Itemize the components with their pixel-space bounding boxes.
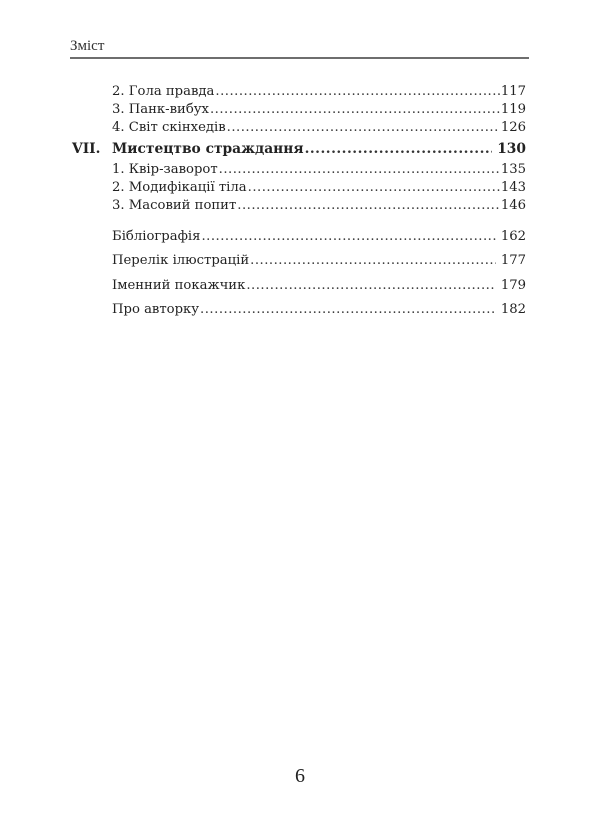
dot-leader: [237, 197, 500, 215]
dot-leader: [215, 83, 499, 101]
dot-leader: [246, 277, 495, 295]
toc-entry-page: 179: [500, 278, 526, 293]
toc-chapter-mystetstvo-strazhdannia: [112, 140, 526, 158]
toc-entry-label: 4. Світ скінхедів: [112, 120, 226, 135]
toc-entry-perelik-iliustratsii: [112, 252, 526, 270]
toc-entry-svit-skinkhediv: [112, 119, 526, 137]
dot-leader: [248, 179, 500, 197]
dot-leader: [200, 301, 496, 319]
toc-entry-page: 162: [500, 229, 526, 244]
toc-entry-label: Перелік ілюстрацій: [112, 253, 250, 268]
toc-entry-page: 126: [500, 120, 526, 135]
toc-entry-masovyi-popyt: [112, 197, 526, 215]
dot-leader: [305, 140, 493, 158]
toc-entry-page: 182: [500, 302, 526, 317]
header-rule: [70, 57, 529, 59]
toc-entry-label: 1. Квір-заворот: [112, 162, 218, 177]
toc-entry-modyfikatsii-tila: [112, 179, 526, 197]
toc-entry-page: 117: [500, 84, 526, 99]
running-header: Зміст: [70, 38, 105, 54]
toc-entry-page: 119: [500, 102, 526, 117]
toc-entry-gola-pravda: [112, 83, 526, 101]
dot-leader: [219, 161, 500, 179]
dot-leader: [250, 252, 496, 270]
toc-entry-label: 2. Модифікації тіла: [112, 180, 247, 195]
toc-entry-page: 130: [497, 141, 526, 157]
dot-leader: [210, 101, 500, 119]
toc-entry-label: Іменний покажчик: [112, 278, 246, 293]
chapter-number: VII.: [72, 141, 101, 157]
toc-entry-page: 143: [500, 180, 526, 195]
page-number: 6: [295, 765, 305, 787]
toc-entry-page: 135: [500, 162, 526, 177]
toc-entry-imennyi-pokazhchyk: [112, 277, 526, 295]
toc-entry-label: Про авторку: [112, 302, 200, 317]
toc-entry-label: Мистецтво страждання: [112, 141, 304, 157]
toc-entry-bibliohrafiia: [112, 228, 526, 246]
toc-entry-label: 3. Масовий попит: [112, 198, 237, 213]
toc-entry-pank-vybukh: [112, 101, 526, 119]
toc-entry-label: 3. Панк-вибух: [112, 102, 209, 117]
toc-entry-label: 2. Гола правда: [112, 84, 215, 99]
dot-leader: [227, 119, 500, 137]
toc-entry-pro-avtorku: [112, 301, 526, 319]
toc-entry-kvir-zavorot: [112, 161, 526, 179]
toc-entry-label: Бібліографія: [112, 229, 201, 244]
toc-entry-page: 146: [500, 198, 526, 213]
toc-entry-page: 177: [500, 253, 526, 268]
dot-leader: [201, 228, 495, 246]
